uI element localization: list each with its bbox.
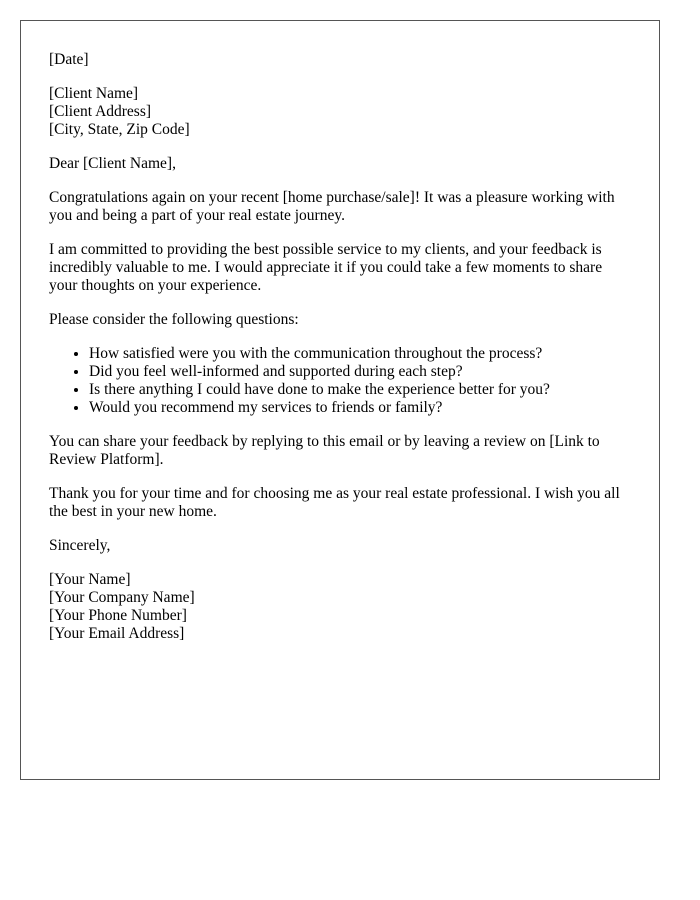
list-item: • Is there anything I could have done to make the experience better for you? bbox=[89, 381, 631, 399]
signature-block bbox=[49, 571, 631, 643]
client-name: [Client Name] bbox=[49, 85, 139, 102]
client-address-block bbox=[49, 85, 631, 139]
signature-phone: [Your Phone Number] bbox=[49, 607, 187, 624]
paragraph-feedback-link: You can share your feedback by replying to this email or by leaving a review on [Link to Review Platform]. bbox=[49, 433, 600, 468]
paragraph-commitment: I am committed to providing the best possible service to my clients, and your feedback is incredibly valuable to me. I would appreciate it if you could take a few moments to share your thoughts on your experience. bbox=[49, 241, 603, 294]
signature-email: [Your Email Address] bbox=[49, 625, 185, 642]
date-line: [Date] bbox=[49, 51, 89, 68]
paragraph-thank-you: Thank you for your time and for choosing me as your real estate professional. I wish you all the best in your new home. bbox=[49, 485, 620, 520]
signature-name: [Your Name] bbox=[49, 571, 131, 588]
closing: Sincerely, bbox=[49, 537, 111, 554]
client-city-state-zip: [City, State, Zip Code] bbox=[49, 121, 190, 138]
signature-company: [Your Company Name] bbox=[49, 589, 195, 606]
salutation: Dear [Client Name], bbox=[49, 155, 176, 172]
letter-page bbox=[20, 20, 660, 780]
paragraph-questions-intro: Please consider the following questions: bbox=[49, 311, 299, 328]
questions-list bbox=[49, 345, 631, 417]
paragraph-congratulations: Congratulations again on your recent [home purchase/sale]! It was a pleasure working with you and being a part of your real estate journey. bbox=[49, 189, 615, 224]
list-item: • How satisfied were you with the communication throughout the process? bbox=[89, 345, 631, 363]
list-item: • Did you feel well-informed and supported during each step? bbox=[89, 363, 631, 381]
list-item: • Would you recommend my services to friends or family? bbox=[89, 399, 631, 417]
client-address: [Client Address] bbox=[49, 103, 152, 120]
